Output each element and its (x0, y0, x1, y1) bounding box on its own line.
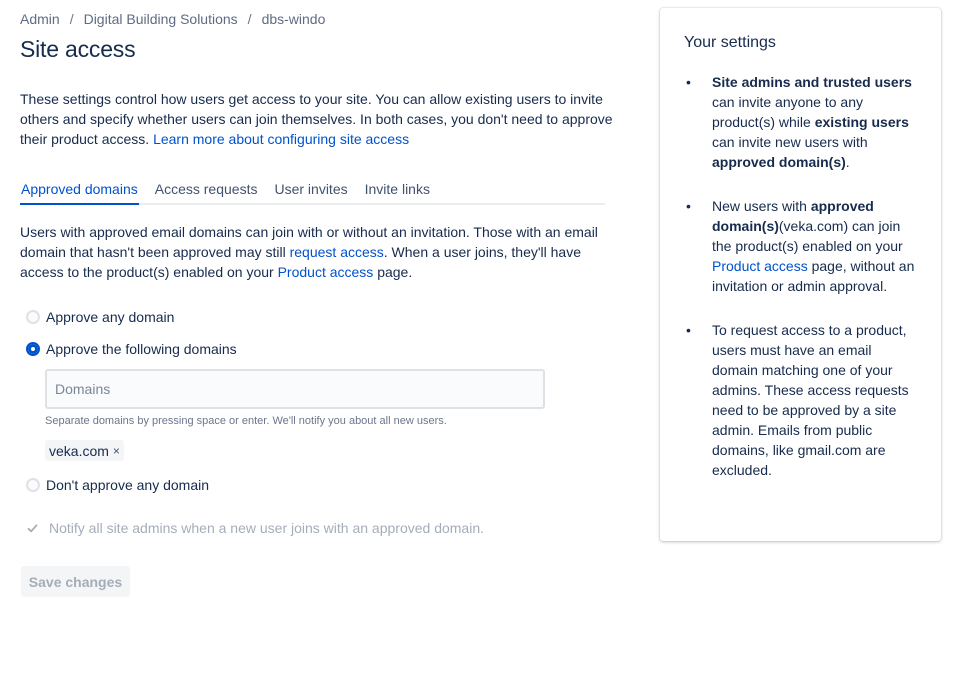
breadcrumb (20, 11, 325, 27)
settings-item (684, 196, 916, 296)
radio-approve-any-domain[interactable] (26, 309, 174, 325)
intro-text (20, 89, 615, 149)
breadcrumb-organization[interactable]: Digital Building Solutions (83, 11, 238, 27)
page-title: Site access (20, 36, 136, 62)
product-access-link[interactable]: Product access (277, 264, 374, 280)
text: New users with (712, 198, 811, 214)
tab-bar (20, 179, 605, 205)
breadcrumb-site[interactable]: dbs-windo (261, 11, 326, 27)
request-access-link[interactable]: request access (289, 244, 384, 260)
checkmark-icon (26, 522, 39, 535)
breadcrumb-admin[interactable]: Admin (20, 11, 60, 27)
tab-user-invites[interactable]: User invites (274, 181, 348, 197)
text: . (845, 154, 850, 170)
settings-item (684, 320, 916, 480)
tab-approved-domains[interactable]: Approved domains (20, 179, 139, 205)
description-part: . When a user joins, they'll have access to the product(s) enabled on your (20, 244, 581, 280)
domain-tag-label: veka.com (49, 442, 109, 459)
text: can invite anyone to any product(s) while (712, 94, 863, 130)
radio-label: Approve the following domains (46, 341, 237, 357)
bold-text: Site admins and trusted users (712, 74, 912, 90)
settings-item (684, 72, 916, 172)
domain-tag (45, 440, 124, 461)
save-changes-button: Save changes (21, 566, 130, 597)
panel-product-access-link[interactable]: Product access (712, 258, 808, 274)
approved-domains-description (20, 222, 610, 282)
bold-text: existing users (814, 114, 909, 130)
domains-input[interactable] (45, 369, 545, 409)
radio-label: Approve any domain (46, 309, 175, 325)
learn-more-link[interactable]: Learn more about configuring site access (153, 131, 410, 147)
text: To request access to a product, users must have an email domain matching one of your admins. These access requests need to be approved by a site admin. Emails from public domains, like gmail.com are excluded. (712, 322, 909, 478)
remove-tag-icon[interactable]: × (112, 443, 120, 458)
bold-text: approved domain(s) (712, 198, 874, 234)
tab-access-requests[interactable]: Access requests (154, 181, 258, 197)
your-settings-panel (660, 8, 941, 541)
text: can invite new users with (712, 134, 868, 150)
tab-invite-links[interactable]: Invite links (364, 181, 430, 197)
radio-circle[interactable] (26, 478, 40, 492)
intro-body: These settings control how users get access to your site. You can allow existing users to invite others and specify whether users can join themselves. In both cases, you don't need to approve their product access. (20, 91, 613, 147)
radio-circle-selected[interactable] (26, 342, 40, 356)
radio-circle[interactable] (26, 310, 40, 324)
settings-list (684, 72, 916, 504)
text: (veka.com) can join the product(s) enabled on your (712, 218, 903, 254)
description-part: Users with approved email domains can join with or without an invitation. Those with an email domain that hasn't been approved may still (20, 224, 598, 260)
text: page, without an invitation or admin approval. (712, 258, 915, 294)
breadcrumb-separator: / (247, 11, 252, 27)
radio-dont-approve-any-domain[interactable] (26, 477, 209, 493)
radio-approve-following-domains[interactable] (26, 341, 237, 357)
panel-title: Your settings (684, 34, 776, 51)
domains-helper-text: Separate domains by pressing space or enter. We'll notify you about all new users. (45, 415, 447, 427)
notify-admins-checkbox (26, 520, 484, 536)
description-part: page. (373, 264, 413, 280)
breadcrumb-separator: / (69, 11, 74, 27)
radio-label: Don't approve any domain (46, 477, 209, 493)
bold-text: approved domain(s) (712, 154, 846, 170)
notify-label: Notify all site admins when a new user joins with an approved domain. (49, 520, 485, 536)
